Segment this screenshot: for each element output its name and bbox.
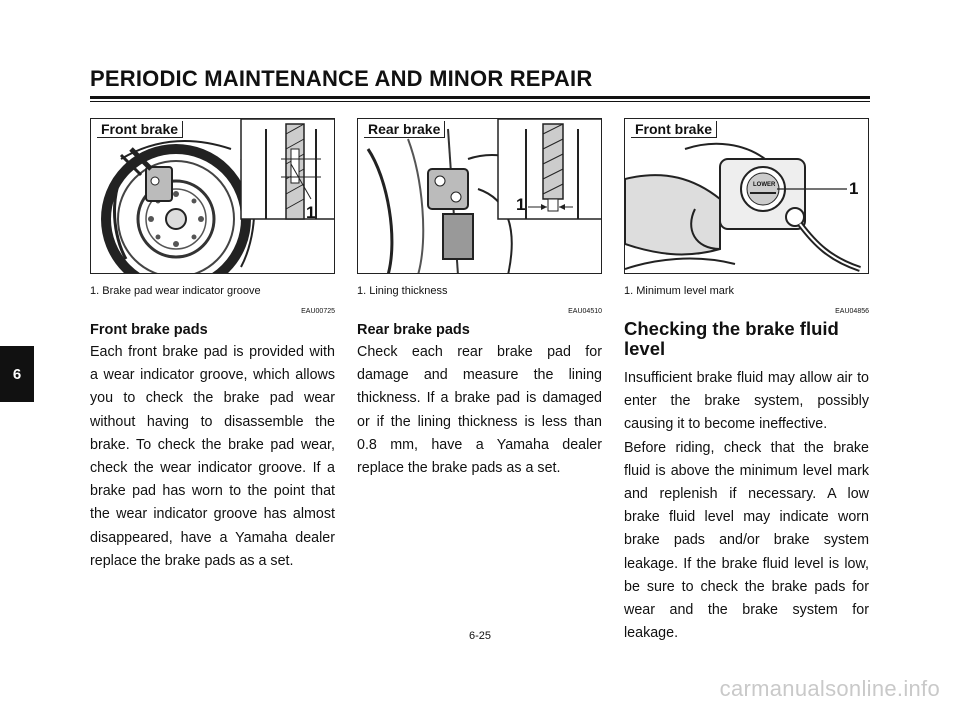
- figure-label: Front brake: [631, 121, 717, 138]
- page-number: 6-25: [468, 630, 492, 642]
- section-front-brake-pads: [90, 322, 335, 573]
- section-brake-fluid-level: [624, 318, 869, 645]
- callout-number: 1: [516, 195, 526, 214]
- section-rear-brake-pads: [357, 322, 602, 480]
- reference-code: EAU00725: [301, 308, 335, 315]
- reservoir-illustration: [625, 119, 869, 274]
- lower-level-text: LOWER: [753, 182, 776, 188]
- section-heading: Front brake pads: [90, 322, 208, 338]
- reference-code: EAU04856: [835, 308, 869, 315]
- figure-caption: 1. Brake pad wear indicator groove: [90, 285, 261, 297]
- figure-caption: 1. Lining thickness: [357, 285, 448, 297]
- figure-caption: 1. Minimum level mark: [624, 285, 735, 297]
- header-rule: [90, 96, 870, 99]
- figure-rear-brake-pads: [357, 118, 602, 274]
- section-paragraph: Insufficient brake fluid may allow air to enter the brake system, possibly causing it to become ineffective.: [624, 370, 869, 433]
- front-wheel-illustration: [91, 119, 335, 274]
- callout-number: 1: [849, 179, 859, 198]
- page-title: PERIODIC MAINTENANCE AND MINOR REPAIR: [90, 66, 593, 91]
- figure-label: Front brake: [97, 121, 183, 138]
- section-heading: Checking the brake fluid level: [624, 318, 839, 359]
- rear-caliper-illustration: [358, 119, 602, 274]
- header-rule-thin: [90, 101, 870, 102]
- section-paragraph: Check each rear brake pad for damage and measure the lining thickness. If a brake pad is damaged or if the lining thickness is less than 0.8 mm, have a Yamaha dealer replace the brake pads as a set.: [357, 344, 602, 477]
- figure-label: Rear brake: [364, 121, 445, 138]
- callout-number: 1: [306, 203, 316, 222]
- section-paragraph: Before riding, check that the brake fluid is above the minimum level mark and replenish if necessary. A low brake fluid level may indicate worn brake pads and/or brake system leakage. If the brake fluid level is low, be sure to check the brake pads for wear and the brake system for leakage.: [624, 439, 869, 642]
- section-paragraph: Each front brake pad is provided with a wear indicator groove, which allows you to check the brake pad wear without having to disassemble the brake. To check the brake pad wear, check the wear indicator groove. If a brake pad has worn to the point that the wear indicator groove has almost disappeared, have a Yamaha dealer replace the brake pads as a set.: [90, 344, 335, 569]
- figure-brake-fluid-reservoir: [624, 118, 869, 274]
- reference-code: EAU04510: [568, 308, 602, 315]
- figure-front-brake-pads: [90, 118, 335, 274]
- section-tab: 6: [0, 346, 34, 402]
- section-heading: Rear brake pads: [357, 322, 470, 338]
- watermark: carmanualsonline.info: [719, 676, 940, 701]
